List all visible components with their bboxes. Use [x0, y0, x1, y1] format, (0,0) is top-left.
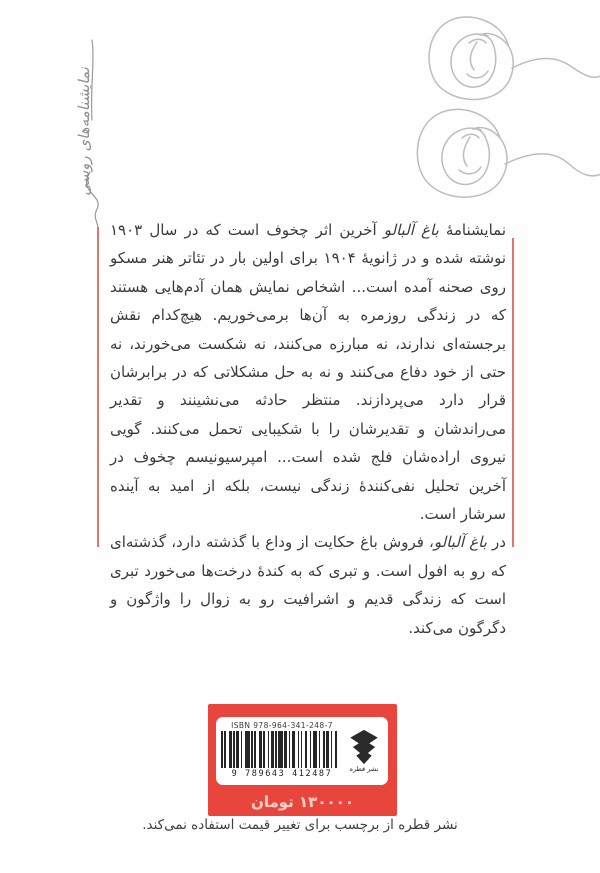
price-barcode-box [208, 704, 397, 816]
footer-note: نشر قطره از برچسب برای تغییر قیمت استفاده نمی‌کند. [142, 817, 458, 833]
series-title-vertical [62, 34, 112, 229]
barcode-column [220, 720, 344, 782]
doodle-face-icon [417, 109, 600, 197]
series-title-calligraphy: نمایشنامه‌های روسی [75, 67, 93, 196]
price-label: ۱۳۰۰۰۰ تومان [251, 793, 354, 811]
barcode-digits: 9 789643 412487 [231, 769, 333, 779]
ghatreh-drop-icon [348, 729, 380, 765]
publisher-logo-text: نشر قطره [349, 765, 379, 773]
left-red-rule [97, 227, 99, 547]
isbn-label: ISBN 978-964-341-248-7 [231, 721, 333, 730]
doodle-face-icon [429, 17, 600, 100]
review-text: نمایشنامهٔ باغ آلبالو آخرین اثر چخوف است که در سال ۱۹۰۳ نوشته شده و در ژانویهٔ ۱۹۰۴ برای اولین بار در تئاتر هنر مسکو روی صحنه آمده است... اشخاص نمایش همان آدم‌هایی هستند که در زندگی روزمره به آن‌ها برمی‌خوریم. هیچ‌کدام نقش برجسته‌ای ندارند، نه مبارزه می‌کنند، نه شکست می‌خورند، نه حتی از خود دفاع می‌کنند و نه به حل مشکلاتی که در برابرشان قرار دارد می‌پردازند. منتظر حادثه می‌نشینند و تقدیر می‌راندشان و تقدیرشان را با شکیبایی تحمل می‌کنند. گویی نیروی اراده‌شان فلج شده است... امپرسیونیسم چخوف در آخرین تحلیل نفی‌کنندهٔ زندگی نیست، بلکه از امید به آینده سرشار است. در باغ آلبالو، فروش باغ حکایت از وداع با گذشته دارد، گذشته‌ای که رو به افول است. و تبری که به کندهٔ درخت‌ها می‌خورد تبری است که زندگی قدیم و اشرافیت رو به زوال را واژگون و دگرگون می‌کند. [110, 221, 506, 637]
right-red-rule [512, 238, 514, 547]
barcode-icon [221, 731, 343, 768]
publisher-logo [344, 720, 384, 782]
barcode-panel [216, 717, 388, 785]
